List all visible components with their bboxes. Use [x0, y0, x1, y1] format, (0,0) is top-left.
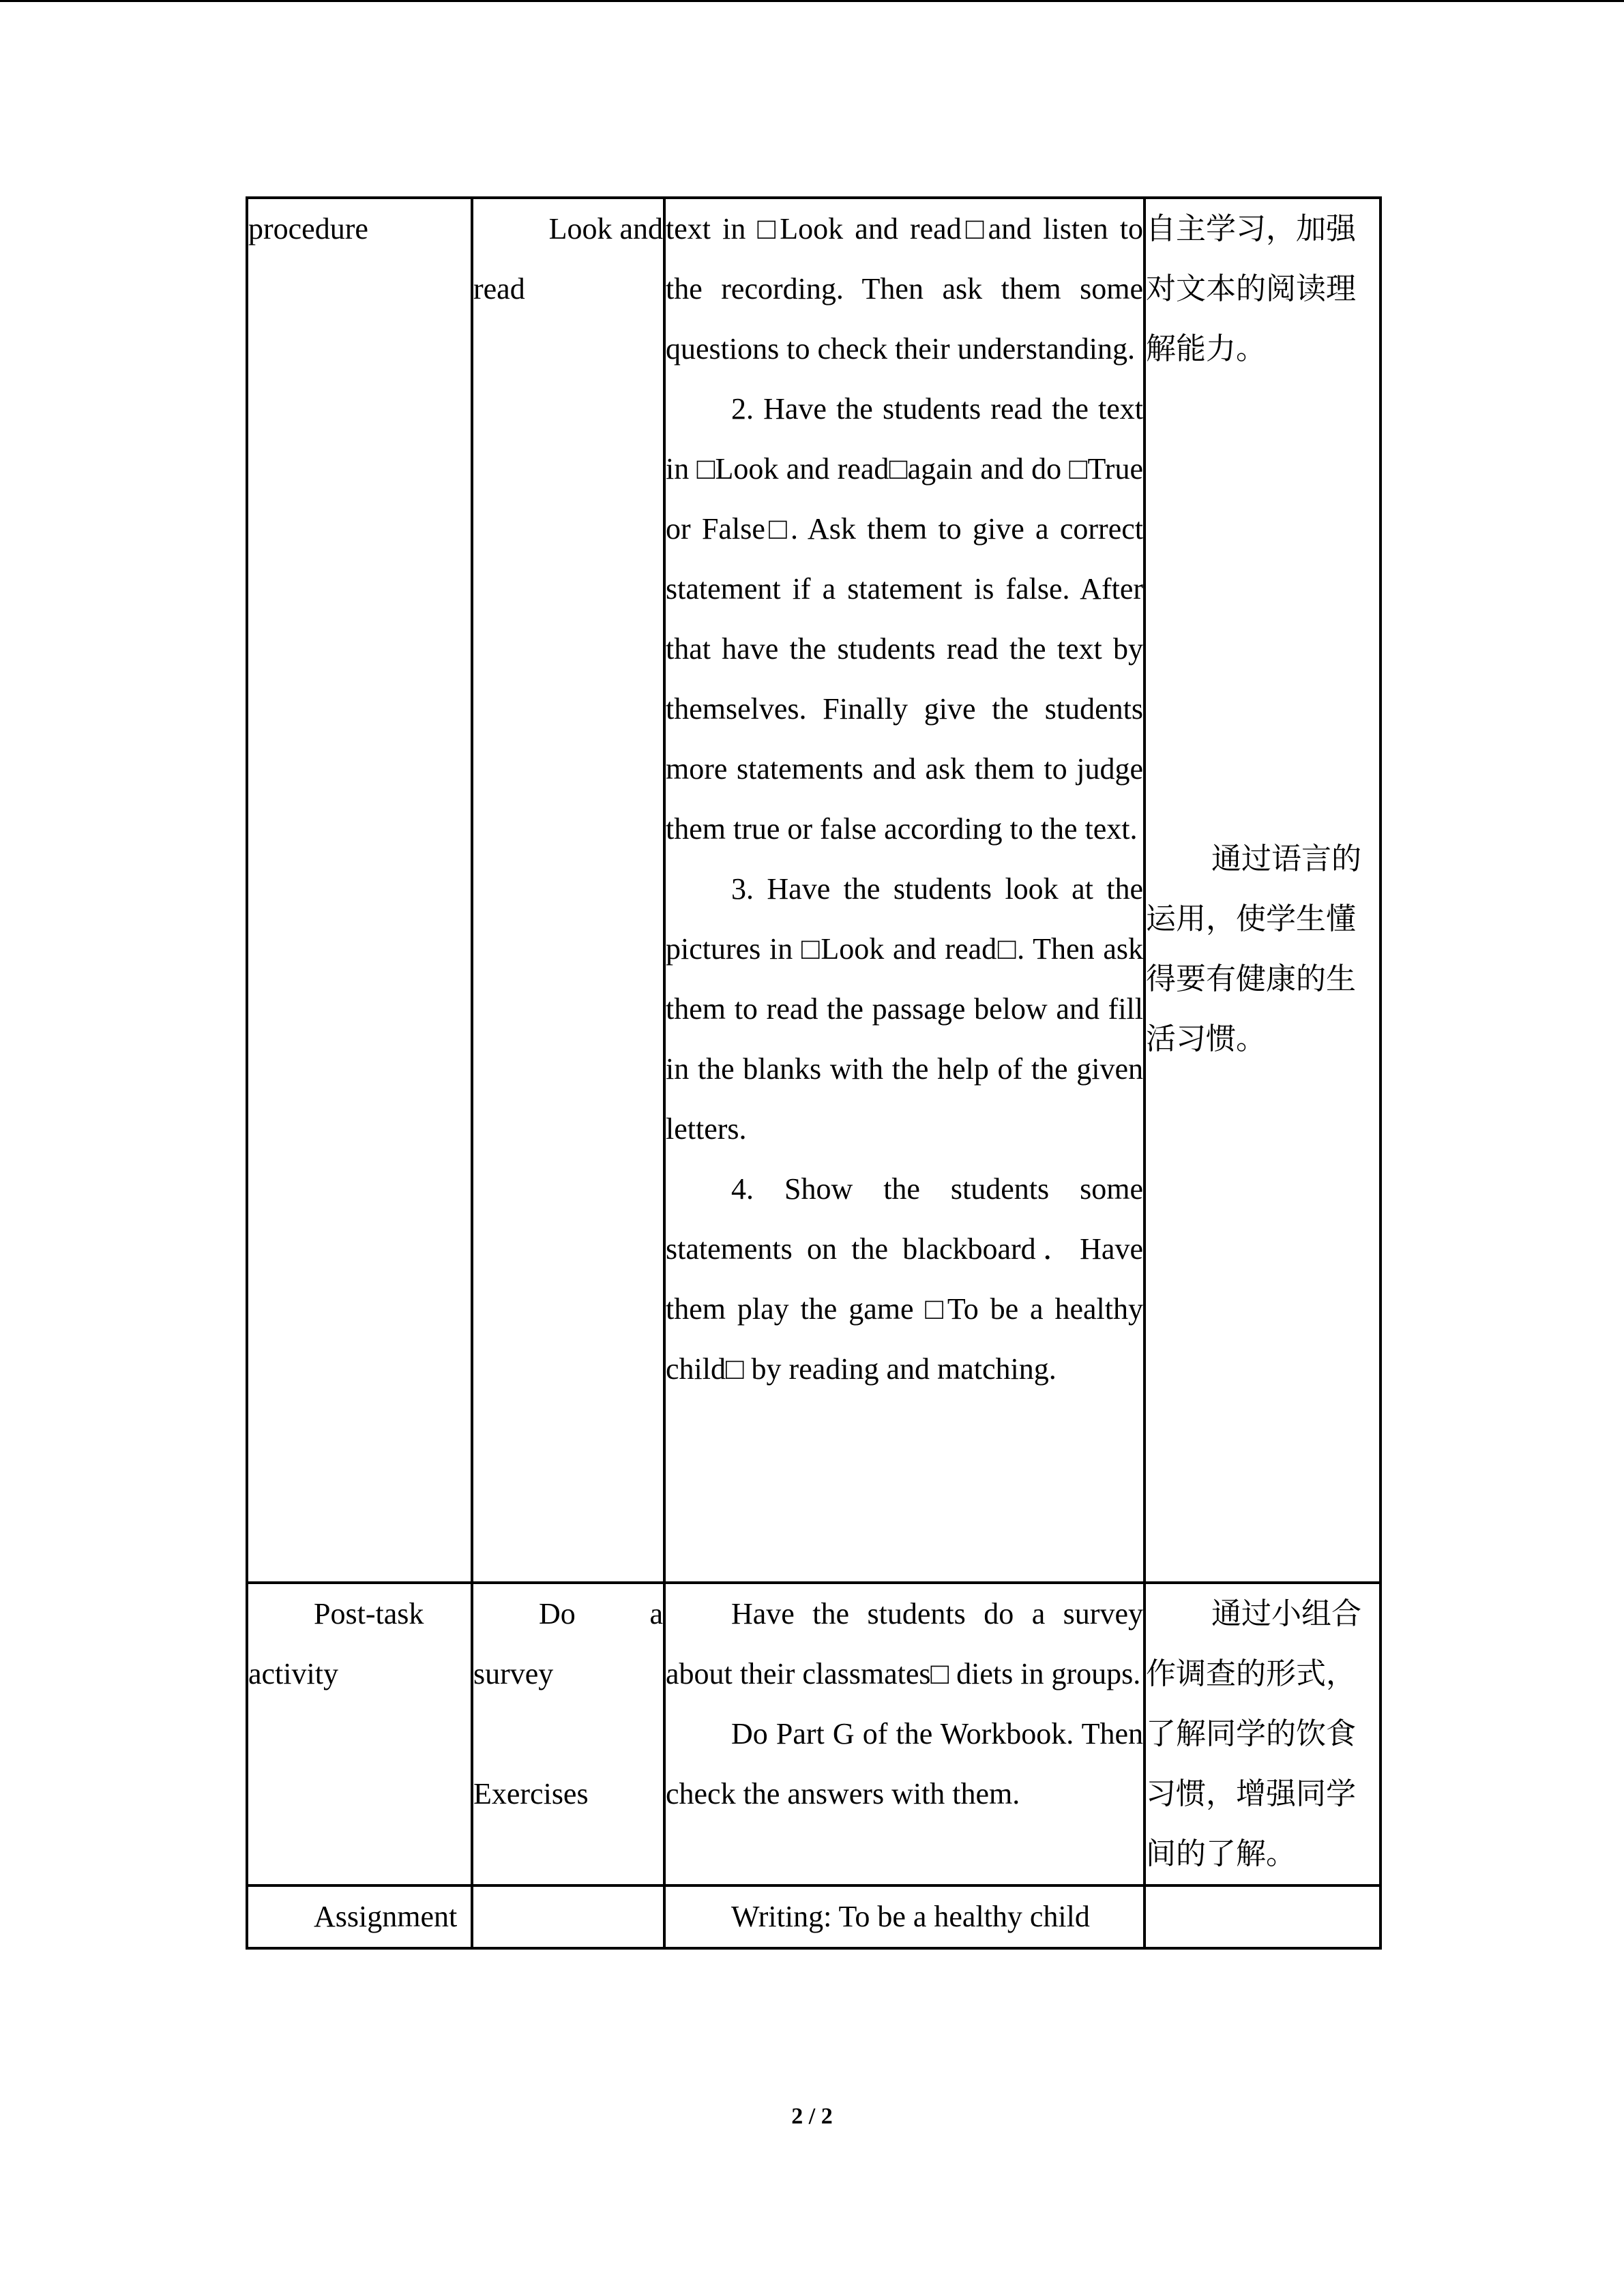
purpose-text: 通过语言的运用，使学生懂得要有健康的生活习惯。 [1146, 841, 1361, 1056]
activity-label-line2: read [473, 272, 525, 305]
activity-cell [472, 1885, 664, 1948]
purpose-cell [1145, 198, 1381, 1583]
stage-cell [247, 198, 472, 1583]
procedure-cell [664, 1583, 1145, 1885]
procedure-step: Writing: To be a healthy child [731, 1900, 1090, 1933]
stage-label: Post-task activity [248, 1597, 424, 1690]
table-row [247, 1885, 1381, 1948]
procedure-step: Have the students do a survey about their classmates□ diets in groups. [666, 1597, 1143, 1690]
activity-cell [472, 198, 664, 1583]
procedure-step: 2. Have the students read the text in □Look and read□again and do □True or False□. Ask them to give a correct statement if a statement is false. After that have the students read the text by themselves. Finally give the students more statements and ask them to judge them true or false according to the text. [666, 392, 1143, 846]
procedure-step: 3. Have the students look at the pictures in □Look and read□. Then ask them to read the passage below and fill in the blanks with the help of the given letters. [666, 872, 1143, 1146]
activity-cell [472, 1583, 664, 1885]
purpose-text: 通过小组合作调查的形式，了解同学的饮食习惯，增强同学间的了解。 [1146, 1596, 1361, 1871]
procedure-cell [664, 198, 1145, 1583]
page-number: 2 / 2 [791, 2104, 833, 2129]
procedure-step: Do Part G of the Workbook. Then check the answers with them. [666, 1717, 1143, 1810]
activity-label: Exercises [473, 1777, 589, 1810]
procedure-cell [664, 1885, 1145, 1948]
activity-label-line1: Look and [548, 212, 663, 245]
activity-label: Do a survey [473, 1597, 663, 1690]
procedure-step: 4. Show the students some statements on the blackboard．Have them play the game □To be a healthy child□ by reading and matching. [666, 1172, 1143, 1386]
stage-cell [247, 1583, 472, 1885]
stage-label: procedure [248, 212, 368, 245]
purpose-cell [1145, 1885, 1381, 1948]
table-row [247, 1583, 1381, 1885]
purpose-text: 自主学习，加强对文本的阅读理解能力。 [1146, 211, 1356, 366]
stage-label: Assignment [314, 1900, 458, 1933]
purpose-cell [1145, 1583, 1381, 1885]
stage-cell [247, 1885, 472, 1948]
lesson-plan-table [246, 196, 1382, 1950]
table-row [247, 198, 1381, 1583]
procedure-step: text in □Look and read□and listen to the recording. Then ask them some questions to check their understanding. [666, 212, 1143, 366]
top-border-line [0, 0, 1624, 2]
